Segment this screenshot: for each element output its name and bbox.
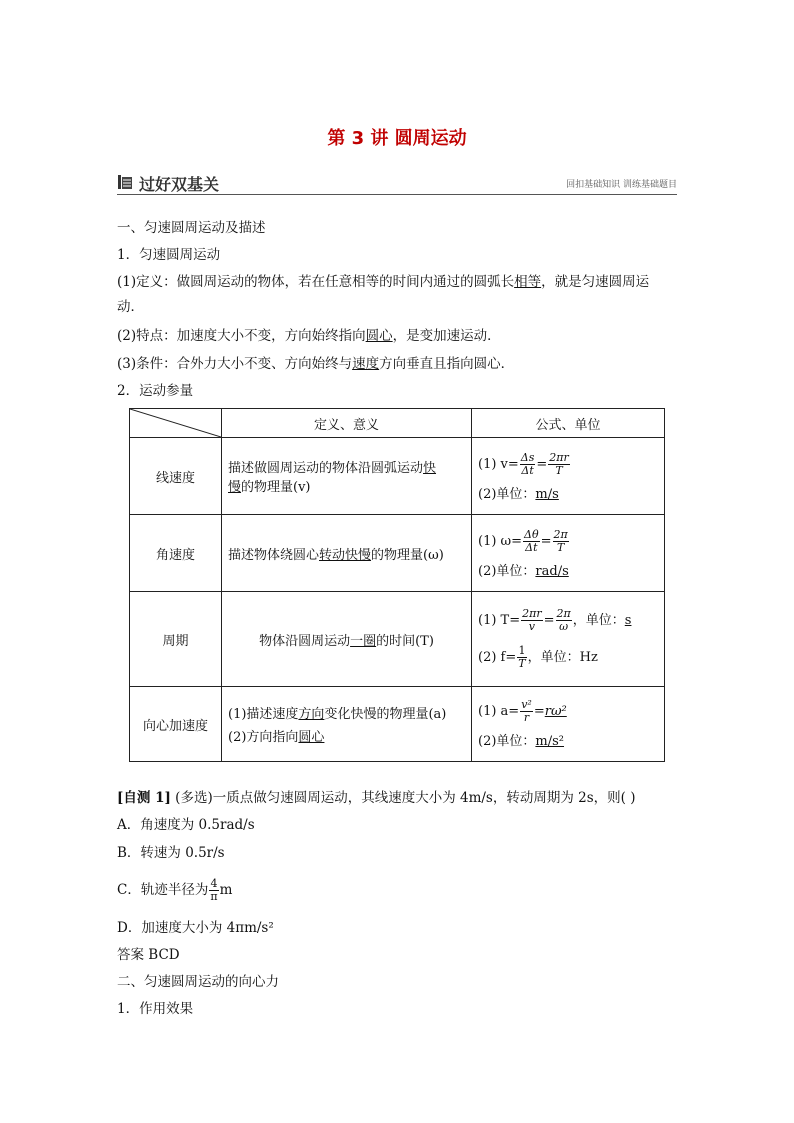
definition-line: (1)定义：做圆周运动的物体，若在任意相等的时间内通过的圆弧长相等，就是匀速圆周运	[117, 274, 650, 290]
row-name: 向心加速度	[130, 687, 222, 762]
table-row	[130, 592, 665, 687]
row-formula: (1) a= $\frac{\text{v²}}{r}$ =rω² (2)单位：m/s²	[472, 687, 665, 762]
diagonal-line	[130, 409, 221, 437]
row-formula: (1) v= $\frac{\Delta s}{\Delta t}$ = $\frac{2\pi r}{T}$ (2)单位：m/s	[472, 438, 665, 515]
section2-heading: 二、匀速圆周运动的向心力	[117, 974, 279, 990]
page-title: 第 3 讲 圆周运动	[327, 128, 467, 149]
row-definition: 描述物体绕圆心转动快慢的物理量(ω)	[222, 515, 472, 592]
section2-sub1: 1．作用效果	[117, 1001, 194, 1017]
row-name: 角速度	[130, 515, 222, 592]
definition-line-cont: 动．	[117, 299, 144, 315]
option-b: B．转速为 0.5r/s	[117, 845, 225, 861]
section1-sub1: 1．匀速圆周运动	[117, 247, 221, 263]
answer: 答案 BCD	[117, 947, 180, 963]
row-formula: (1) T= $\frac{2\pi r}{v}$ = $\frac{2\pi}{\omega}$ ，单位：s (2) f= $\frac{1}{T}$ ，单位：Hz	[472, 592, 665, 687]
table-row	[130, 687, 665, 762]
row-name: 周期	[130, 592, 222, 687]
option-a: A．角速度为 0.5rad/s	[117, 817, 255, 833]
table-row	[130, 515, 665, 592]
book-icon	[117, 174, 133, 190]
section1-sub2: 2．运动参量	[117, 383, 194, 399]
banner-subtitle: 回扣基础知识 训练基础题目	[566, 180, 677, 190]
option-d: D．加速度大小为 4πm/s²	[117, 920, 274, 936]
banner-label: 过好双基关	[139, 175, 220, 194]
header-definition: 定义、意义	[222, 409, 472, 438]
banner-divider	[117, 194, 677, 195]
motion-parameters-table	[129, 408, 665, 762]
row-definition: 描述做圆周运动的物体沿圆弧运动快 慢的物理量(v)	[222, 438, 472, 515]
option-c: C．轨迹半径为 $\frac{4}{\pi}$ m	[117, 877, 233, 903]
row-definition: (1)描述速度方向变化快慢的物理量(a) (2)方向指向圆心	[222, 687, 472, 762]
feature-line: (2)特点：加速度大小不变，方向始终指向圆心，是变加速运动．	[117, 328, 501, 344]
section1-heading: 一、匀速圆周运动及描述	[117, 220, 266, 236]
diagonal-header-cell	[130, 409, 222, 438]
row-formula: (1) ω= $\frac{\Delta\theta}{\Delta t}$ = $\frac{2\pi}{T}$ (2)单位：rad/s	[472, 515, 665, 592]
header-formula: 公式、单位	[472, 409, 665, 438]
condition-line: (3)条件：合外力大小不变、方向始终与速度方向垂直且指向圆心．	[117, 356, 515, 372]
row-name: 线速度	[130, 438, 222, 515]
row-definition: 物体沿圆周运动一圈的时间(T)	[222, 592, 472, 687]
selftest-stem: [自测 1] (多选)一质点做匀速圆周运动，其线速度大小为 4m/s，转动周期为 2s，则( )	[117, 790, 636, 806]
table-row	[130, 438, 665, 515]
section-banner	[117, 172, 677, 194]
